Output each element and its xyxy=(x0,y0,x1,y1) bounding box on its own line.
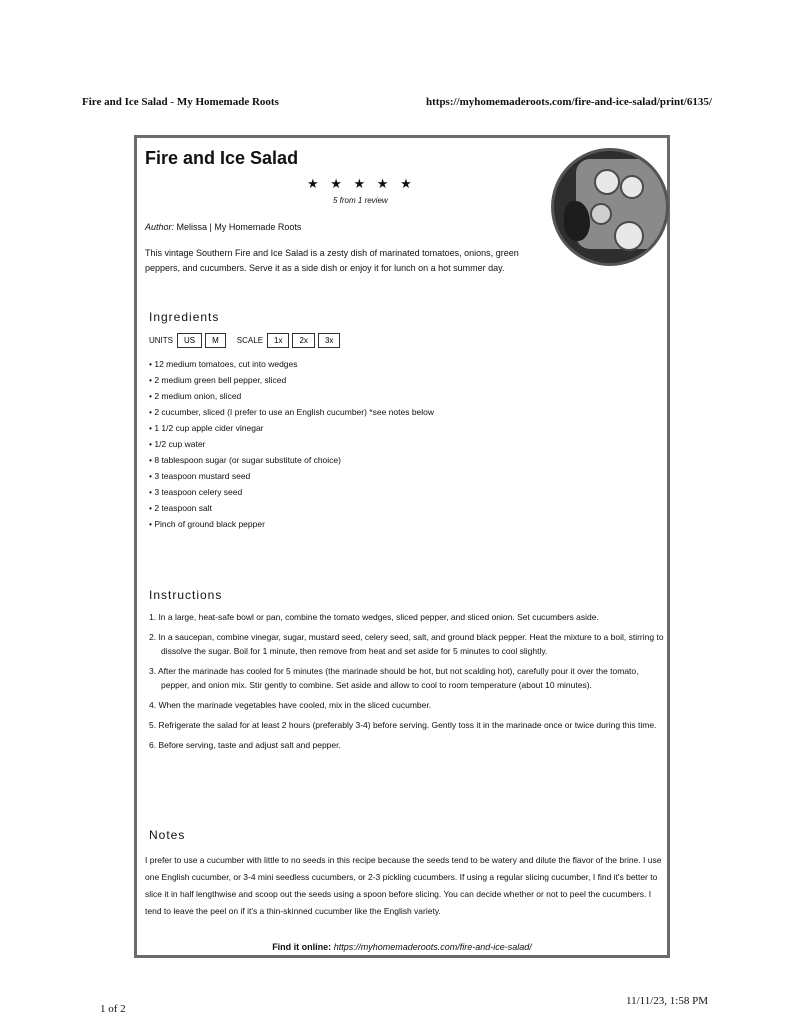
recipe-photo xyxy=(551,148,669,266)
print-header-title: Fire and Ice Salad - My Homemade Roots xyxy=(82,96,279,108)
scale-3x-button[interactable]: 3x xyxy=(318,333,340,348)
scale-label: SCALE xyxy=(236,336,264,345)
units-us-button[interactable]: US xyxy=(177,333,202,348)
list-item: • 2 teaspoon salt xyxy=(149,500,434,516)
list-item: • 3 teaspoon celery seed xyxy=(149,484,434,500)
notes-text: I prefer to use a cucumber with little to no seeds in this recipe because the seeds tend to be watery and dilute the flavor of the brine. I use one English cucumber, or 3-4 mini seedless cucumbers, or 2-3 pickling cucumbers. If using a regular slicing cucumber, I find it's better to slice it in half lengthwise and scoop out the seeds using a spoon before slicing. You can decide whether or not to peel the cucumbers. I tend to leave the peel on if it's a thin-skinned cucumber like the English variety. xyxy=(145,855,662,916)
list-item: • 8 tablespoon sugar (or sugar substitute of choice) xyxy=(149,452,434,468)
author-label: Author: xyxy=(145,222,175,232)
ingredients-heading: Ingredients xyxy=(149,310,220,324)
list-item: • 2 cucumber, sliced (I prefer to use an English cucumber) *see notes below xyxy=(149,404,434,420)
units-metric-button[interactable]: M xyxy=(205,333,226,348)
find-it-online xyxy=(137,942,667,952)
notes-heading: Notes xyxy=(149,828,186,842)
units-label: UNITS xyxy=(149,336,173,345)
list-item: • Pinch of ground black pepper xyxy=(149,516,434,532)
list-item: 5. Refrigerate the salad for at least 2 hours (preferably 3-4) before serving. Gently toss it in the marinade once or twice during this time. xyxy=(149,720,657,730)
scale-1x-button[interactable]: 1x xyxy=(267,333,289,348)
list-item: • 2 medium onion, sliced xyxy=(149,388,434,404)
instructions-list xyxy=(149,610,665,758)
instructions-heading: Instructions xyxy=(149,588,223,602)
list-item: • 12 medium tomatoes, cut into wedges xyxy=(149,356,434,372)
list-item: • 2 medium green bell pepper, sliced xyxy=(149,372,434,388)
recipe-title: Fire and Ice Salad xyxy=(145,148,299,168)
recipe-description: This vintage Southern Fire and Ice Salad is a zesty dish of marinated tomatoes, onions, green peppers, and cucumbers. Serve it as a side dish or enjoy it for lunch on a hot summer day. xyxy=(145,248,519,273)
list-item: • 1/2 cup water xyxy=(149,436,434,452)
recipe-author xyxy=(145,222,301,232)
list-item: 2. In a saucepan, combine vinegar, sugar, mustard seed, celery seed, salt, and ground black pepper. Heat the mixture to a boil, stirring to dissolve the sugar. Boil for 1 minute, then remove from heat and set aside for 5 minutes to cool slightly. xyxy=(149,632,664,656)
page-number: 1 of 2 xyxy=(100,1003,126,1015)
list-item: 1. In a large, heat-safe bowl or pan, combine the tomato wedges, sliced pepper, and sliced onion. Set cucumbers aside. xyxy=(149,612,599,622)
find-online-label: Find it online: xyxy=(272,942,332,952)
recipe-card xyxy=(134,135,670,958)
list-item: • 1 1/2 cup apple cider vinegar xyxy=(149,420,434,436)
scale-2x-button[interactable]: 2x xyxy=(292,333,314,348)
list-item: 3. After the marinade has cooled for 5 minutes (the marinade should be hot, but not scalding hot), carefully pour it over the tomato, pepper, and onion mix. Stir gently to combine. Set aside and allow to cool to room temperature (about 10 minutes). xyxy=(149,666,639,690)
rating-stars[interactable]: ★ ★ ★ ★ ★ xyxy=(307,176,416,191)
list-item: • 3 teaspoon mustard seed xyxy=(149,468,434,484)
find-online-link[interactable]: https://myhomemaderoots.com/fire-and-ice-salad/ xyxy=(333,942,532,952)
units-scale-controls xyxy=(149,333,343,348)
author-name: Melissa | My Homemade Roots xyxy=(176,222,302,232)
ingredients-list xyxy=(149,356,434,532)
rating-text: 5 from 1 review xyxy=(333,196,388,205)
print-timestamp: 11/11/23, 1:58 PM xyxy=(626,995,709,1007)
print-header-url: https://myhomemaderoots.com/fire-and-ice-salad/print/6135/ xyxy=(426,96,712,108)
list-item: 6. Before serving, taste and adjust salt and pepper. xyxy=(149,740,341,750)
list-item: 4. When the marinade vegetables have cooled, mix in the sliced cucumber. xyxy=(149,700,432,710)
